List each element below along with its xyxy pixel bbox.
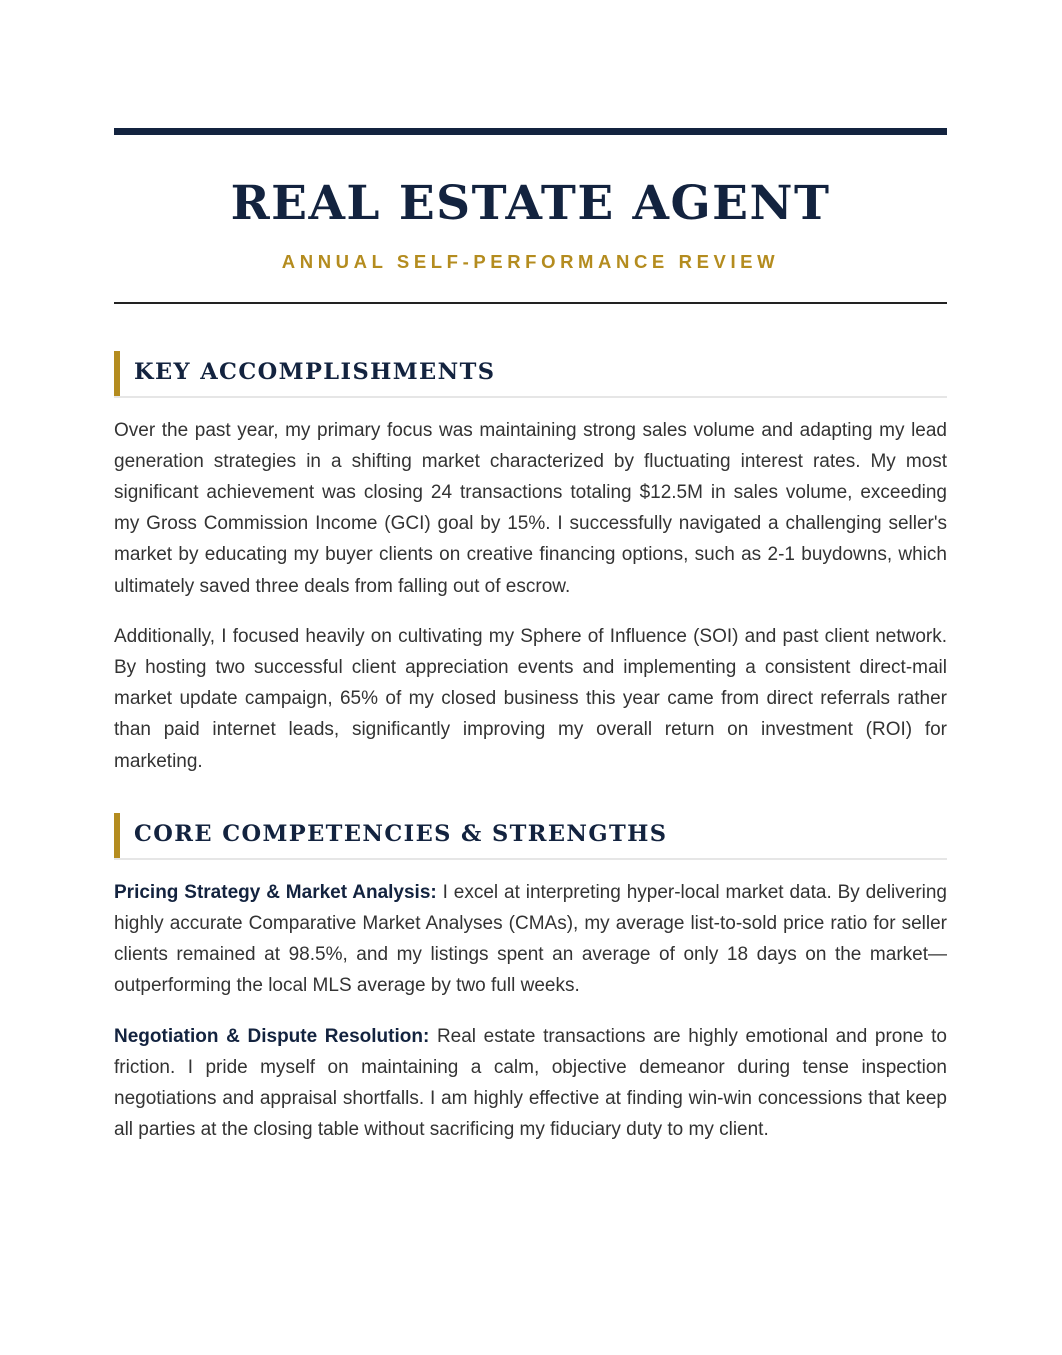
section-key-accomplishments bbox=[114, 351, 947, 777]
section-core-competencies bbox=[114, 813, 947, 1146]
section-accent-bar bbox=[114, 351, 120, 396]
competency-paragraph bbox=[114, 877, 947, 1002]
document-subtitle: ANNUAL SELF-PERFORMANCE REVIEW bbox=[281, 251, 780, 272]
paragraph-text: Real estate transactions are highly emotional and prone to friction. I pride myself on maintaining a calm, objective demeanor during tense inspection negotiations and appraisal shortfalls. I am highly effective at finding win-win concessions that keep all parties at the closing table without sacrificing my fiduciary duty to my client. bbox=[114, 1025, 947, 1141]
paragraph-text: I excel at interpreting hyper-local market data. By delivering highly accurate Comparative Market Analyses (CMAs), my average list-to-sold price ratio for seller clients remained at 98.5%, and my listings spent an average of only 18 days on the market—outperforming the local MLS average by two full weeks. bbox=[114, 881, 947, 997]
section-body bbox=[114, 877, 947, 1146]
section-title: CORE COMPETENCIES & STRENGTHS bbox=[134, 820, 668, 847]
document-page bbox=[114, 128, 947, 1145]
paragraph-text: Additionally, I focused heavily on cultivating my Sphere of Influence (SOI) and past client network. By hosting two successful client appreciation events and implementing a consistent direct-mail market update campaign, 65% of my closed business this year came from direct referrals rather than paid internet leads, significantly improving my overall return on investment (ROI) for marketing. bbox=[114, 625, 947, 772]
paragraph bbox=[114, 415, 947, 602]
paragraph bbox=[114, 621, 947, 777]
header-divider bbox=[114, 302, 947, 304]
section-body bbox=[114, 415, 947, 777]
section-header bbox=[114, 351, 947, 398]
top-rule bbox=[114, 128, 947, 135]
competency-lead: Pricing Strategy & Market Analysis: bbox=[114, 881, 437, 903]
section-title: KEY ACCOMPLISHMENTS bbox=[134, 358, 496, 385]
section-accent-bar bbox=[114, 813, 120, 858]
document-title: REAL ESTATE AGENT bbox=[230, 176, 831, 231]
competency-paragraph bbox=[114, 1021, 947, 1146]
section-header bbox=[114, 813, 947, 860]
competency-lead: Negotiation & Dispute Resolution: bbox=[114, 1025, 430, 1047]
paragraph-text: Over the past year, my primary focus was maintaining strong sales volume and adapting my lead generation strategies in a shifting market characterized by fluctuating interest rates. My most significant achievement was closing 24 transactions totaling $12.5M in sales volume, exceeding my Gross Commission Income (GCI) goal by 15%. I successfully navigated a challenging seller's market by educating my buyer clients on creative financing options, such as 2-1 buydowns, which ultimately saved three deals from falling out of escrow. bbox=[114, 419, 947, 597]
